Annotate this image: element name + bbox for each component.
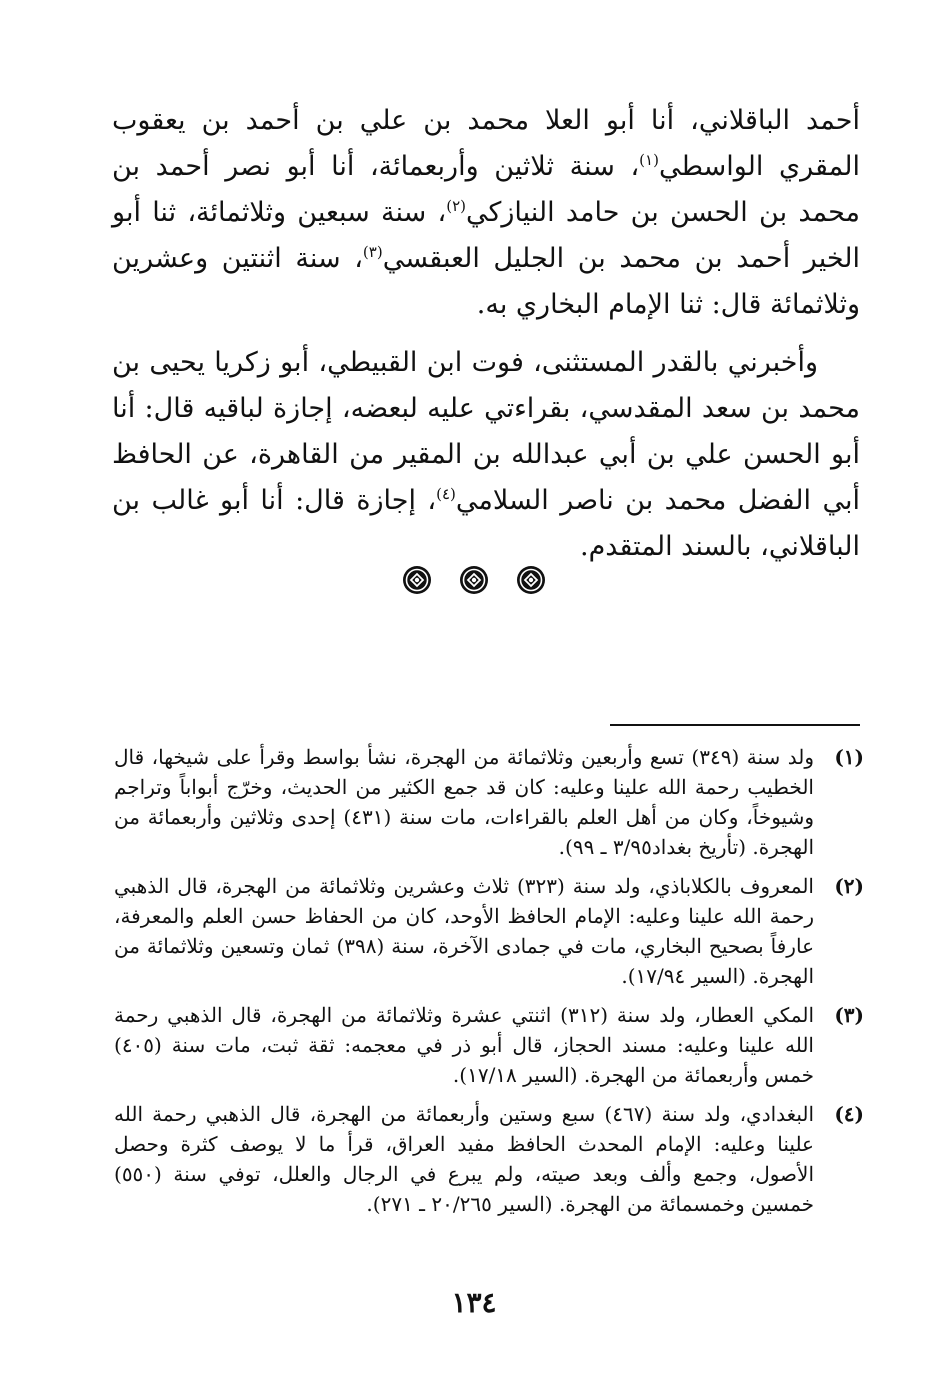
footnote-separator <box>610 724 860 726</box>
footnote-3 <box>114 1000 864 1090</box>
circular-ornament-icon <box>516 565 546 595</box>
footnote-1 <box>114 742 864 862</box>
paragraph-1-part-1: أحمد الباقلاني، أنا أبو العلا محمد بن علي بن أحمد بن يعقوب المقري الواسطي <box>112 105 860 182</box>
section-divider-ornaments <box>0 565 948 595</box>
circular-ornament-icon <box>402 565 432 595</box>
footnote-ref-2: (٢) <box>446 197 466 215</box>
footnote-number: (٤) <box>834 1102 864 1126</box>
footnote-ref-4: (٤) <box>436 485 456 503</box>
main-paragraph-2 <box>112 340 860 570</box>
footnote-number: (١) <box>834 745 864 769</box>
paragraph-1-part-4: ، سنة اثنتين وعشرين وثلاثمائة قال: ثنا الإمام البخاري به. <box>112 243 860 320</box>
paragraph-2-part-2: ، إجازة قال: أنا أبو غالب بن الباقلاني، بالسند المتقدم. <box>112 485 860 562</box>
page-number: ١٣٤ <box>451 1286 497 1319</box>
footnote-text: ولد سنة (٣٤٩) تسع وأربعين وثلاثمائة من الهجرة، نشأ بواسط وقرأ على شيخها، قال الخطيب رحمة الله علينا وعليه: كان قد جمع الكثير من الحديث، وخرّج أبواباً وتراجم وشيوخاً، وكان من أهل العلم بالقراءات، مات سنة (٤٣١) إحدى وثلاثين وأربعمائة من الهجرة. (تأريخ بغداد٣/٩٥ ـ ٩٩). <box>114 745 814 859</box>
footnote-number: (٣) <box>834 1003 864 1027</box>
footnote-ref-1: (١) <box>639 151 659 169</box>
footnote-2 <box>114 871 864 991</box>
main-paragraph-1 <box>112 98 860 328</box>
footnote-number: (٢) <box>834 874 864 898</box>
paragraph-1-part-2: ، سنة ثلاثين وأربعمائة، أنا أبو نصر أحمد بن محمد بن الحسن بن حامد النيازكي <box>112 151 860 228</box>
footnotes-section <box>114 742 864 1228</box>
footnote-text: المعروف بالكلاباذي، ولد سنة (٣٢٣) ثلاث وعشرين وثلاثمائة من الهجرة، قال الذهبي رحمة الله علينا وعليه: الإمام الحافظ الأوحد، كان من الحفاظ حسن العلم والمعرفة، عارفاً بصحيح البخاري، مات في جمادى الآخرة، سنة (٣٩٨) ثمان وتسعين وثلاثمائة من الهجرة. (السير ١٧/٩٤). <box>114 874 814 988</box>
paragraph-2-part-1: وأخبرني بالقدر المستثنى، فوت ابن القبيطي، أبو زكريا يحيى بن محمد بن سعد المقدسي، بقراءتي عليه لبعضه، إجازة لباقيه قال: أنا أبو الحسن علي بن أبي عبدالله بن المقير من القاهرة، عن الحافظ أبي الفضل محمد بن ناصر السلامي <box>112 347 860 516</box>
footnote-text: المكي العطار، ولد سنة (٣١٢) اثنتي عشرة وثلاثمائة من الهجرة، قال الذهبي رحمة الله علينا وعليه: مسند الحجاز، قال أبو ذر في معجمه: ثقة ثبت، مات سنة (٤٠٥) خمس وأربعمائة من الهجرة. (السير ١٧/١٨). <box>114 1003 814 1087</box>
footnote-text: البغدادي، ولد سنة (٤٦٧) سبع وستين وأربعمائة من الهجرة، قال الذهبي رحمة الله علينا وعليه: الإمام المحدث الحافظ مفيد العراق، قرأ ما لا يوصف كثرة وحصل الأصول، وجمع وألف وبعد صيته، ولم يبرع في الرجال والعلل، توفي سنة (٥٥٠) خمسين وخمسمائة من الهجرة. (السير ٢٠/٢٦٥ ـ ٢٧١). <box>114 1102 814 1216</box>
footnote-4 <box>114 1099 864 1219</box>
footnote-ref-3: (٣) <box>362 243 383 261</box>
circular-ornament-icon <box>459 565 489 595</box>
paragraph-1-part-3: ، سنة سبعين وثلاثمائة، ثنا أبو الخير أحمد بن محمد بن الجليل العبقسي <box>112 197 861 274</box>
